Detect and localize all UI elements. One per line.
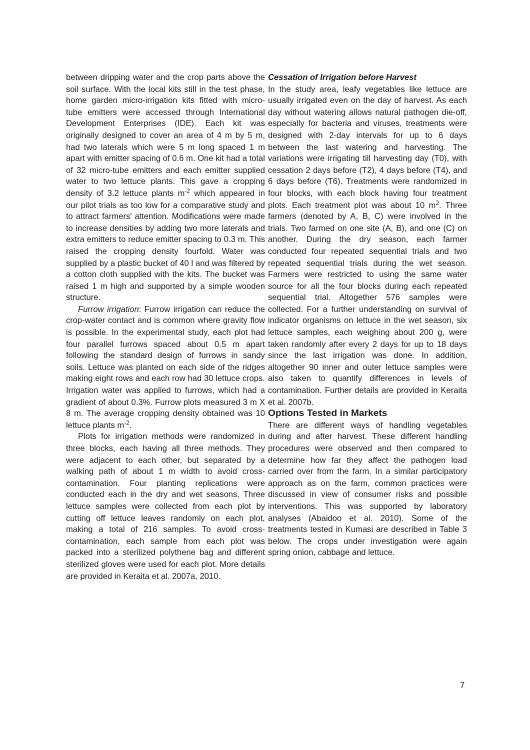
paragraph-text: : Furrow irrigation can reduce the crop-water contact and is common where gravity flow is possible. In the experimental study, each plot had four parallel furrows spaced about 0.5 m apart following the standard design of furrows in sandy soils. Lettuce was planted on each side of the ridges making eight rows and each row had 30 lettuce crops. Irrigation water was applied to furrows, which had a gradient of about 0.3%. Furrow plots measured 3 m X 8 m. The average cropping density obtained was 10 lettuce plants m — [66, 303, 265, 430]
run-in-heading: Furrow irrigation — [78, 303, 139, 314]
subheading-cessation: Cessation of Irrigation before Harvest — [268, 72, 417, 82]
paragraph-furrow-irrigation — [66, 304, 265, 432]
paragraph-text: which appeared in our pilot trials as too low for a comparative study and to attract farmers' attention. Modifications were made to increase densities by adding two more laterals and extra emitters to reduce emitter spacing to 0.3 m. This raised the cropping density fourfold. Water was supplied by a plastic bucket of 40 l and was filtered by a cotton cloth supplied with the kits. The bucket was raised 1 m high and supported by a simple wooden structure. — [66, 187, 266, 303]
page-number: 7 — [460, 680, 465, 690]
superscript: 2 — [435, 200, 440, 207]
paragraph-text: . — [129, 419, 132, 430]
paragraph-cessation — [268, 84, 467, 409]
superscript: -2 — [124, 420, 130, 427]
paragraph-text: In the study area, leafy vegetables like lettuce are usually irrigated even on the day of harvest. As each day without watering allows natural pathogen die-off, especially for bacteria and viruses, treatments were designed with 2-day intervals for up to 6 days between the last watering and harvesting. The variations were irrigating till harvesting day (T0), with cessation 2 days before (T2), 4 days before (T4), and 6 days before (T6). Treatments were randomized in four blocks, with each block having four treatment plots. Each treatment plot was about 10 m — [268, 83, 467, 210]
right-column — [268, 72, 467, 559]
paragraph-markets: There are different ways of handling vegetables during and after harvest. These different handling procedures were observed and then compared to determine how far they affect the pathogen load carried over from the farm. In a similar participatory approach as on the farm, common practices were discussed in view of consumer risks and possible interventions. This was supported by laboratory analyses (Abaidoo et al. 2010). Some of the treatments tested in Kumasi are described in Table 3 below. The crops under investigation were again spring onion, cabbage and lettuce. — [268, 419, 467, 558]
section-heading-markets: Options Tested in Markets — [268, 408, 388, 420]
left-column — [66, 72, 265, 582]
paragraph-drip-kits — [66, 72, 265, 304]
paragraph-text: . Three farmers (denoted by A, B, C) were involved in the trials. Two farmed on one site (A, B), and one (C) on another. During the dry season, each farmer conducted four repeated sequential trials and two repeated sequential trials during the wet season. Farmers were restricted to using the same water source for all the four blocks during each repeated sequential trial. Altogether 576 samples were collected. For a further understanding on survival of indicator organisms on lettuce in the wet season, six lettuce samples, each weighing about 200 g, were taken randomly after every 2 days for up to 18 days since the last irrigation was done. In addition, altogether 90 inner and outer lettuce samples were also taken to quantify differences in levels of contamination. Further details are provided in Keraita et al. 2007b. — [268, 199, 467, 407]
superscript: -2 — [184, 188, 191, 195]
paragraph-text: between dripping water and the crop parts above the soil surface. With the local kits still in the test phase, home garden micro-irrigation kits fitted with micro-tube emitters were accessed through International Development Enterprises (IDE). Each kit was originally designed to cover an area of 4 m by 5 m, had two laterals which were 5 m long spaced 1 m apart with emitter spacing of 0.6 m. One kit had a total of 32 micro-tube emitters and each emitter supplied water to two lettuce plants. This gave a cropping density of 3.2 lettuce plants m — [66, 72, 265, 198]
paragraph-plot-randomization: Plots for irrigation methods were randomized in three blocks, each having all three methods. They were adjacent to each other, but separated by a walking path of about 1 m width to avoid cross-contamination. Four planting replications were conducted each in the dry and wet seasons. Three lettuce samples were collected from each plot by cutting off lettuce leaves randomly on each plot, making a total of 216 samples. To avoid cross-contamination, each sample from each plot was packed into a sterilized polythene bag and different sterilized gloves were used for each plot. More details are provided in Keraita et al. 2007a, 2010. — [66, 431, 265, 581]
